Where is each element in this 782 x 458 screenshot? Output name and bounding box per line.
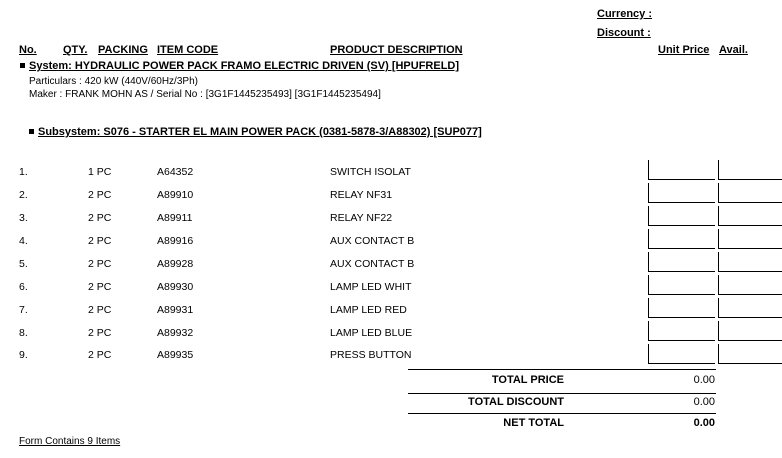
item-no: 8. bbox=[19, 327, 28, 339]
total-discount-label: TOTAL DISCOUNT bbox=[468, 396, 564, 408]
avail-field[interactable] bbox=[718, 344, 782, 364]
system-maker: Maker : FRANK MOHN AS / Serial No : [3G1F1445235493] [3G1F1445235494] bbox=[29, 89, 381, 100]
system-title: System: HYDRAULIC POWER PACK FRAMO ELECTRIC DRIVEN (SV) [HPUFRELD] bbox=[20, 60, 459, 72]
unit-price-field[interactable] bbox=[648, 275, 715, 295]
discount-label: Discount : bbox=[597, 27, 651, 39]
avail-field[interactable] bbox=[718, 229, 782, 249]
item-description: AUX CONTACT B bbox=[330, 258, 415, 270]
item-no: 7. bbox=[19, 304, 28, 316]
unit-price-field[interactable] bbox=[648, 229, 715, 249]
item-qty: 2 PC bbox=[88, 258, 112, 270]
totals-divider bbox=[408, 369, 716, 370]
item-code: A89928 bbox=[157, 258, 194, 270]
item-code: A89932 bbox=[157, 327, 194, 339]
unit-price-field[interactable] bbox=[648, 298, 715, 318]
item-no: 6. bbox=[19, 281, 28, 293]
item-code: A89931 bbox=[157, 304, 194, 316]
unit-price-field[interactable] bbox=[648, 160, 715, 180]
avail-field[interactable] bbox=[718, 275, 782, 295]
item-qty: 2 PC bbox=[88, 281, 112, 293]
item-description: LAMP LED WHIT bbox=[330, 281, 412, 293]
item-qty: 2 PC bbox=[88, 327, 112, 339]
unit-price-field[interactable] bbox=[648, 183, 715, 203]
col-header-unit-price: Unit Price bbox=[658, 44, 710, 56]
total-price-value: 0.00 bbox=[693, 374, 715, 386]
item-description: RELAY NF31 bbox=[330, 189, 393, 201]
col-header-qty: QTY. bbox=[63, 44, 88, 56]
avail-field[interactable] bbox=[718, 252, 782, 272]
item-no: 2. bbox=[19, 189, 28, 201]
item-description: PRESS BUTTON bbox=[330, 349, 412, 361]
col-header-packing: PACKING bbox=[98, 44, 148, 56]
item-no: 3. bbox=[19, 212, 28, 224]
items-count-link[interactable]: Form Contains 9 Items bbox=[19, 436, 121, 447]
unit-price-field[interactable] bbox=[648, 344, 715, 364]
col-header-description: PRODUCT DESCRIPTION bbox=[330, 44, 463, 56]
item-description: LAMP LED BLUE bbox=[330, 327, 413, 339]
avail-field[interactable] bbox=[718, 183, 782, 203]
item-qty: 2 PC bbox=[88, 235, 112, 247]
totals-divider bbox=[408, 393, 716, 394]
avail-field[interactable] bbox=[718, 160, 782, 180]
item-qty: 2 PC bbox=[88, 212, 112, 224]
item-qty: 1 PC bbox=[88, 166, 112, 178]
item-qty: 2 PC bbox=[88, 349, 112, 361]
item-code: A89916 bbox=[157, 235, 194, 247]
col-header-item-code: ITEM CODE bbox=[157, 44, 219, 56]
total-price-label: TOTAL PRICE bbox=[491, 374, 564, 386]
system-particulars: Particulars : 420 kW (440V/60Hz/3Ph) bbox=[29, 76, 198, 87]
avail-field[interactable] bbox=[718, 298, 782, 318]
bullet-icon bbox=[20, 63, 25, 68]
avail-field[interactable] bbox=[718, 321, 782, 341]
col-header-avail: Avail. bbox=[719, 44, 748, 56]
item-code: A89935 bbox=[157, 349, 194, 361]
item-code: A89911 bbox=[157, 212, 193, 224]
item-description: SWITCH ISOLAT bbox=[330, 166, 411, 178]
totals-divider bbox=[408, 413, 716, 414]
col-header-no: No. bbox=[19, 44, 37, 56]
item-description: AUX CONTACT B bbox=[330, 235, 415, 247]
item-no: 5. bbox=[19, 258, 28, 270]
bullet-icon bbox=[29, 129, 34, 134]
item-code: A89910 bbox=[157, 189, 194, 201]
net-total-value: 0.00 bbox=[693, 417, 715, 429]
item-description: LAMP LED RED bbox=[330, 304, 407, 316]
item-no: 9. bbox=[19, 349, 28, 361]
item-no: 1. bbox=[19, 166, 28, 178]
item-code: A64352 bbox=[157, 166, 194, 178]
net-total-label: NET TOTAL bbox=[503, 417, 564, 429]
item-description: RELAY NF22 bbox=[330, 212, 393, 224]
currency-label: Currency : bbox=[597, 8, 653, 20]
item-no: 4. bbox=[19, 235, 28, 247]
avail-field[interactable] bbox=[718, 206, 782, 226]
subsystem-title: Subsystem: S076 - STARTER EL MAIN POWER PACK (0381-5878-3/A88302) [SUP077] bbox=[29, 126, 482, 138]
unit-price-field[interactable] bbox=[648, 321, 715, 341]
unit-price-field[interactable] bbox=[648, 206, 715, 226]
item-qty: 2 PC bbox=[88, 304, 112, 316]
unit-price-field[interactable] bbox=[648, 252, 715, 272]
item-code: A89930 bbox=[157, 281, 194, 293]
item-qty: 2 PC bbox=[88, 189, 112, 201]
total-discount-value: 0.00 bbox=[693, 396, 715, 408]
